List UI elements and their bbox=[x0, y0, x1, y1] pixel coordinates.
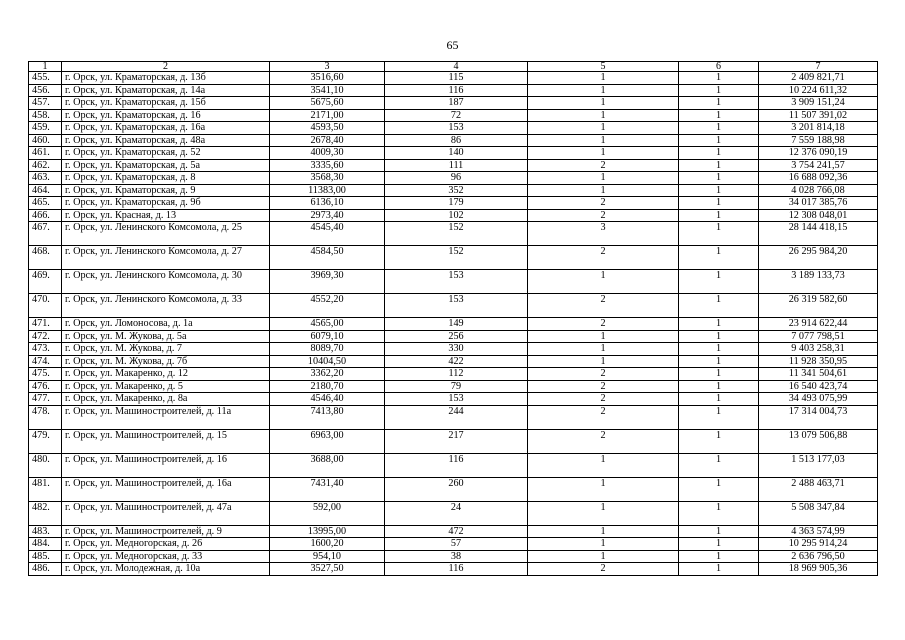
column-6-cell: 1 bbox=[679, 97, 759, 110]
area-cell: 6136,10 bbox=[270, 197, 385, 210]
column-header: 1 bbox=[29, 62, 62, 72]
table-row bbox=[29, 501, 878, 525]
column-6-cell: 1 bbox=[679, 380, 759, 393]
count-cell: 24 bbox=[385, 501, 528, 525]
column-header: 7 bbox=[759, 62, 878, 72]
table-row bbox=[29, 84, 878, 97]
area-cell: 6079,10 bbox=[270, 330, 385, 343]
count-cell: 244 bbox=[385, 405, 528, 429]
cost-cell: 18 969 905,36 bbox=[759, 563, 878, 576]
area-cell: 4009,30 bbox=[270, 147, 385, 160]
row-number-cell: 475. bbox=[29, 368, 62, 381]
column-5-cell: 1 bbox=[528, 109, 679, 122]
table-row bbox=[29, 197, 878, 210]
row-number-cell: 455. bbox=[29, 72, 62, 85]
count-cell: 79 bbox=[385, 380, 528, 393]
column-6-cell: 1 bbox=[679, 159, 759, 172]
count-cell: 116 bbox=[385, 563, 528, 576]
column-5-cell: 1 bbox=[528, 525, 679, 538]
row-number-cell: 481. bbox=[29, 477, 62, 501]
address-cell: г. Орск, ул. Макаренко, д. 5 bbox=[62, 380, 270, 393]
column-5-cell: 2 bbox=[528, 246, 679, 270]
table-row bbox=[29, 380, 878, 393]
cost-cell: 3 909 151,24 bbox=[759, 97, 878, 110]
table-row bbox=[29, 184, 878, 197]
cost-cell: 2 409 821,71 bbox=[759, 72, 878, 85]
count-cell: 217 bbox=[385, 429, 528, 453]
cost-cell: 4 363 574,99 bbox=[759, 525, 878, 538]
area-cell: 4584,50 bbox=[270, 246, 385, 270]
count-cell: 152 bbox=[385, 246, 528, 270]
table-row bbox=[29, 538, 878, 551]
row-number-cell: 469. bbox=[29, 270, 62, 294]
column-6-cell: 1 bbox=[679, 330, 759, 343]
column-6-cell: 1 bbox=[679, 563, 759, 576]
column-5-cell: 1 bbox=[528, 184, 679, 197]
table-row bbox=[29, 368, 878, 381]
table-row bbox=[29, 159, 878, 172]
column-6-cell: 1 bbox=[679, 355, 759, 368]
column-5-cell: 1 bbox=[528, 172, 679, 185]
cost-cell: 3 754 241,57 bbox=[759, 159, 878, 172]
column-6-cell: 1 bbox=[679, 72, 759, 85]
row-number-cell: 476. bbox=[29, 380, 62, 393]
column-5-cell: 2 bbox=[528, 393, 679, 406]
row-number-cell: 463. bbox=[29, 172, 62, 185]
area-cell: 2180,70 bbox=[270, 380, 385, 393]
table-row bbox=[29, 525, 878, 538]
area-cell: 3335,60 bbox=[270, 159, 385, 172]
count-cell: 112 bbox=[385, 368, 528, 381]
address-cell: г. Орск, ул. Краматорская, д. 9б bbox=[62, 197, 270, 210]
cost-cell: 23 914 622,44 bbox=[759, 318, 878, 331]
column-6-cell: 1 bbox=[679, 246, 759, 270]
cost-cell: 12 376 090,19 bbox=[759, 147, 878, 160]
count-cell: 187 bbox=[385, 97, 528, 110]
column-5-cell: 2 bbox=[528, 368, 679, 381]
cost-cell: 7 559 188,98 bbox=[759, 134, 878, 147]
table-row bbox=[29, 563, 878, 576]
column-5-cell: 1 bbox=[528, 84, 679, 97]
address-cell: г. Орск, ул. Машиностроителей, д. 11а bbox=[62, 405, 270, 429]
table-row bbox=[29, 393, 878, 406]
row-number-cell: 471. bbox=[29, 318, 62, 331]
column-5-cell: 1 bbox=[528, 330, 679, 343]
column-6-cell: 1 bbox=[679, 294, 759, 318]
count-cell: 102 bbox=[385, 209, 528, 222]
table-row bbox=[29, 72, 878, 85]
area-cell: 5675,60 bbox=[270, 97, 385, 110]
row-number-cell: 470. bbox=[29, 294, 62, 318]
count-cell: 153 bbox=[385, 294, 528, 318]
area-cell: 4546,40 bbox=[270, 393, 385, 406]
column-5-cell: 1 bbox=[528, 122, 679, 135]
area-cell: 954,10 bbox=[270, 550, 385, 563]
cost-cell: 13 079 506,88 bbox=[759, 429, 878, 453]
row-number-cell: 480. bbox=[29, 453, 62, 477]
address-cell: г. Орск, ул. Машиностроителей, д. 9 bbox=[62, 525, 270, 538]
count-cell: 260 bbox=[385, 477, 528, 501]
area-cell: 592,00 bbox=[270, 501, 385, 525]
count-cell: 72 bbox=[385, 109, 528, 122]
area-cell: 3527,50 bbox=[270, 563, 385, 576]
column-6-cell: 1 bbox=[679, 501, 759, 525]
column-5-cell: 1 bbox=[528, 134, 679, 147]
count-cell: 422 bbox=[385, 355, 528, 368]
area-cell: 2678,40 bbox=[270, 134, 385, 147]
address-cell: г. Орск, ул. М. Жукова, д. 7б bbox=[62, 355, 270, 368]
column-6-cell: 1 bbox=[679, 270, 759, 294]
area-cell: 7413,80 bbox=[270, 405, 385, 429]
count-cell: 256 bbox=[385, 330, 528, 343]
table-row bbox=[29, 294, 878, 318]
cost-cell: 17 314 004,73 bbox=[759, 405, 878, 429]
column-6-cell: 1 bbox=[679, 393, 759, 406]
count-cell: 96 bbox=[385, 172, 528, 185]
row-number-cell: 483. bbox=[29, 525, 62, 538]
count-cell: 111 bbox=[385, 159, 528, 172]
register-table bbox=[28, 61, 878, 576]
address-cell: г. Орск, ул. Краматорская, д. 52 bbox=[62, 147, 270, 160]
cost-cell: 5 508 347,84 bbox=[759, 501, 878, 525]
column-header: 5 bbox=[528, 62, 679, 72]
column-6-cell: 1 bbox=[679, 429, 759, 453]
cost-cell: 9 403 258,31 bbox=[759, 343, 878, 356]
cost-cell: 3 201 814,18 bbox=[759, 122, 878, 135]
column-5-cell: 1 bbox=[528, 550, 679, 563]
area-cell: 3516,60 bbox=[270, 72, 385, 85]
cost-cell: 28 144 418,15 bbox=[759, 222, 878, 246]
row-number-cell: 465. bbox=[29, 197, 62, 210]
row-number-cell: 461. bbox=[29, 147, 62, 160]
column-5-cell: 1 bbox=[528, 355, 679, 368]
column-5-cell: 1 bbox=[528, 343, 679, 356]
table-row bbox=[29, 134, 878, 147]
table-row bbox=[29, 246, 878, 270]
table-row bbox=[29, 97, 878, 110]
column-6-cell: 1 bbox=[679, 525, 759, 538]
table-row bbox=[29, 343, 878, 356]
address-cell: г. Орск, ул. Машиностроителей, д. 47а bbox=[62, 501, 270, 525]
cost-cell: 2 636 796,50 bbox=[759, 550, 878, 563]
cost-cell: 26 295 984,20 bbox=[759, 246, 878, 270]
column-6-cell: 1 bbox=[679, 550, 759, 563]
address-cell: г. Орск, ул. Краматорская, д. 16а bbox=[62, 122, 270, 135]
row-number-cell: 467. bbox=[29, 222, 62, 246]
column-5-cell: 2 bbox=[528, 380, 679, 393]
table-row bbox=[29, 429, 878, 453]
cost-cell: 11 341 504,61 bbox=[759, 368, 878, 381]
address-cell: г. Орск, ул. Ломоносова, д. 1а bbox=[62, 318, 270, 331]
count-cell: 38 bbox=[385, 550, 528, 563]
table-row bbox=[29, 405, 878, 429]
column-5-cell: 1 bbox=[528, 72, 679, 85]
column-5-cell: 2 bbox=[528, 209, 679, 222]
address-cell: г. Орск, ул. Краматорская, д. 48а bbox=[62, 134, 270, 147]
address-cell: г. Орск, ул. М. Жукова, д. 5а bbox=[62, 330, 270, 343]
count-cell: 153 bbox=[385, 393, 528, 406]
address-cell: г. Орск, ул. Красная, д. 13 bbox=[62, 209, 270, 222]
address-cell: г. Орск, ул. Краматорская, д. 14а bbox=[62, 84, 270, 97]
column-6-cell: 1 bbox=[679, 122, 759, 135]
row-number-cell: 482. bbox=[29, 501, 62, 525]
area-cell: 4565,00 bbox=[270, 318, 385, 331]
column-6-cell: 1 bbox=[679, 134, 759, 147]
cost-cell: 34 017 385,76 bbox=[759, 197, 878, 210]
address-cell: г. Орск, ул. Медногорская, д. 33 bbox=[62, 550, 270, 563]
column-6-cell: 1 bbox=[679, 209, 759, 222]
column-5-cell: 1 bbox=[528, 147, 679, 160]
row-number-cell: 457. bbox=[29, 97, 62, 110]
cost-cell: 1 513 177,03 bbox=[759, 453, 878, 477]
count-cell: 179 bbox=[385, 197, 528, 210]
address-cell: г. Орск, ул. Краматорская, д. 5а bbox=[62, 159, 270, 172]
table-row bbox=[29, 477, 878, 501]
column-6-cell: 1 bbox=[679, 109, 759, 122]
column-6-cell: 1 bbox=[679, 453, 759, 477]
cost-cell: 10 224 611,32 bbox=[759, 84, 878, 97]
column-header: 6 bbox=[679, 62, 759, 72]
row-number-cell: 479. bbox=[29, 429, 62, 453]
row-number-cell: 460. bbox=[29, 134, 62, 147]
count-cell: 140 bbox=[385, 147, 528, 160]
table-body bbox=[29, 72, 878, 576]
column-6-cell: 1 bbox=[679, 197, 759, 210]
address-cell: г. Орск, ул. Машиностроителей, д. 16а bbox=[62, 477, 270, 501]
address-cell: г. Орск, ул. Ленинского Комсомола, д. 33 bbox=[62, 294, 270, 318]
column-5-cell: 2 bbox=[528, 294, 679, 318]
column-5-cell: 3 bbox=[528, 222, 679, 246]
address-cell: г. Орск, ул. Краматорская, д. 16 bbox=[62, 109, 270, 122]
column-6-cell: 1 bbox=[679, 368, 759, 381]
cost-cell: 11 928 350,95 bbox=[759, 355, 878, 368]
row-number-cell: 468. bbox=[29, 246, 62, 270]
column-6-cell: 1 bbox=[679, 538, 759, 551]
column-header: 4 bbox=[385, 62, 528, 72]
cost-cell: 34 493 075,99 bbox=[759, 393, 878, 406]
area-cell: 10404,50 bbox=[270, 355, 385, 368]
address-cell: г. Орск, ул. Молодежная, д. 10а bbox=[62, 563, 270, 576]
column-5-cell: 2 bbox=[528, 318, 679, 331]
column-6-cell: 1 bbox=[679, 405, 759, 429]
row-number-cell: 473. bbox=[29, 343, 62, 356]
column-6-cell: 1 bbox=[679, 147, 759, 160]
column-5-cell: 1 bbox=[528, 538, 679, 551]
table-row bbox=[29, 222, 878, 246]
column-5-cell: 1 bbox=[528, 270, 679, 294]
area-cell: 7431,40 bbox=[270, 477, 385, 501]
table-row bbox=[29, 122, 878, 135]
column-5-cell: 2 bbox=[528, 405, 679, 429]
cost-cell: 16 688 092,36 bbox=[759, 172, 878, 185]
row-number-cell: 456. bbox=[29, 84, 62, 97]
count-cell: 153 bbox=[385, 270, 528, 294]
area-cell: 3362,20 bbox=[270, 368, 385, 381]
address-cell: г. Орск, ул. Машиностроителей, д. 15 bbox=[62, 429, 270, 453]
cost-cell: 2 488 463,71 bbox=[759, 477, 878, 501]
count-cell: 116 bbox=[385, 453, 528, 477]
cost-cell: 11 507 391,02 bbox=[759, 109, 878, 122]
count-cell: 152 bbox=[385, 222, 528, 246]
row-number-cell: 464. bbox=[29, 184, 62, 197]
address-cell: г. Орск, ул. Краматорская, д. 8 bbox=[62, 172, 270, 185]
row-number-cell: 462. bbox=[29, 159, 62, 172]
table-row bbox=[29, 209, 878, 222]
column-6-cell: 1 bbox=[679, 222, 759, 246]
row-number-cell: 458. bbox=[29, 109, 62, 122]
area-cell: 4593,50 bbox=[270, 122, 385, 135]
area-cell: 3568,30 bbox=[270, 172, 385, 185]
cost-cell: 3 189 133,73 bbox=[759, 270, 878, 294]
area-cell: 13995,00 bbox=[270, 525, 385, 538]
table-row bbox=[29, 147, 878, 160]
count-cell: 116 bbox=[385, 84, 528, 97]
count-cell: 153 bbox=[385, 122, 528, 135]
cost-cell: 7 077 798,51 bbox=[759, 330, 878, 343]
area-cell: 4552,20 bbox=[270, 294, 385, 318]
cost-cell: 26 319 582,60 bbox=[759, 294, 878, 318]
table-row bbox=[29, 270, 878, 294]
column-5-cell: 2 bbox=[528, 563, 679, 576]
column-5-cell: 1 bbox=[528, 453, 679, 477]
area-cell: 3688,00 bbox=[270, 453, 385, 477]
column-header: 2 bbox=[62, 62, 270, 72]
area-cell: 8089,70 bbox=[270, 343, 385, 356]
table-row bbox=[29, 109, 878, 122]
count-cell: 352 bbox=[385, 184, 528, 197]
table-row bbox=[29, 172, 878, 185]
address-cell: г. Орск, ул. Макаренко, д. 8а bbox=[62, 393, 270, 406]
column-5-cell: 2 bbox=[528, 159, 679, 172]
address-cell: г. Орск, ул. Краматорская, д. 9 bbox=[62, 184, 270, 197]
area-cell: 6963,00 bbox=[270, 429, 385, 453]
area-cell: 4545,40 bbox=[270, 222, 385, 246]
column-5-cell: 1 bbox=[528, 477, 679, 501]
column-6-cell: 1 bbox=[679, 477, 759, 501]
table-row bbox=[29, 550, 878, 563]
cost-cell: 10 295 914,24 bbox=[759, 538, 878, 551]
area-cell: 2973,40 bbox=[270, 209, 385, 222]
row-number-cell: 484. bbox=[29, 538, 62, 551]
column-6-cell: 1 bbox=[679, 172, 759, 185]
column-5-cell: 2 bbox=[528, 197, 679, 210]
count-cell: 115 bbox=[385, 72, 528, 85]
area-cell: 11383,00 bbox=[270, 184, 385, 197]
column-6-cell: 1 bbox=[679, 318, 759, 331]
column-6-cell: 1 bbox=[679, 84, 759, 97]
row-number-cell: 459. bbox=[29, 122, 62, 135]
column-5-cell: 2 bbox=[528, 429, 679, 453]
column-6-cell: 1 bbox=[679, 343, 759, 356]
table-row bbox=[29, 318, 878, 331]
row-number-cell: 486. bbox=[29, 563, 62, 576]
address-cell: г. Орск, ул. Ленинского Комсомола, д. 27 bbox=[62, 246, 270, 270]
page-number: 65 bbox=[446, 38, 459, 52]
row-number-cell: 474. bbox=[29, 355, 62, 368]
cost-cell: 16 540 423,74 bbox=[759, 380, 878, 393]
row-number-cell: 472. bbox=[29, 330, 62, 343]
row-number-cell: 478. bbox=[29, 405, 62, 429]
table-row bbox=[29, 355, 878, 368]
count-cell: 86 bbox=[385, 134, 528, 147]
area-cell: 3541,10 bbox=[270, 84, 385, 97]
table-row bbox=[29, 453, 878, 477]
address-cell: г. Орск, ул. М. Жукова, д. 7 bbox=[62, 343, 270, 356]
area-cell: 2171,00 bbox=[270, 109, 385, 122]
column-6-cell: 1 bbox=[679, 184, 759, 197]
header-row bbox=[29, 62, 878, 72]
area-cell: 3969,30 bbox=[270, 270, 385, 294]
address-cell: г. Орск, ул. Машиностроителей, д. 16 bbox=[62, 453, 270, 477]
table-row bbox=[29, 330, 878, 343]
address-cell: г. Орск, ул. Макаренко, д. 12 bbox=[62, 368, 270, 381]
count-cell: 149 bbox=[385, 318, 528, 331]
address-cell: г. Орск, ул. Краматорская, д. 15б bbox=[62, 97, 270, 110]
cost-cell: 12 308 048,01 bbox=[759, 209, 878, 222]
address-cell: г. Орск, ул. Ленинского Комсомола, д. 30 bbox=[62, 270, 270, 294]
count-cell: 330 bbox=[385, 343, 528, 356]
count-cell: 57 bbox=[385, 538, 528, 551]
address-cell: г. Орск, ул. Краматорская, д. 13б bbox=[62, 72, 270, 85]
address-cell: г. Орск, ул. Медногорская, д. 26 bbox=[62, 538, 270, 551]
column-header: 3 bbox=[270, 62, 385, 72]
cost-cell: 4 028 766,08 bbox=[759, 184, 878, 197]
column-5-cell: 1 bbox=[528, 501, 679, 525]
count-cell: 472 bbox=[385, 525, 528, 538]
area-cell: 1600,20 bbox=[270, 538, 385, 551]
address-cell: г. Орск, ул. Ленинского Комсомола, д. 25 bbox=[62, 222, 270, 246]
row-number-cell: 485. bbox=[29, 550, 62, 563]
column-5-cell: 1 bbox=[528, 97, 679, 110]
row-number-cell: 477. bbox=[29, 393, 62, 406]
row-number-cell: 466. bbox=[29, 209, 62, 222]
